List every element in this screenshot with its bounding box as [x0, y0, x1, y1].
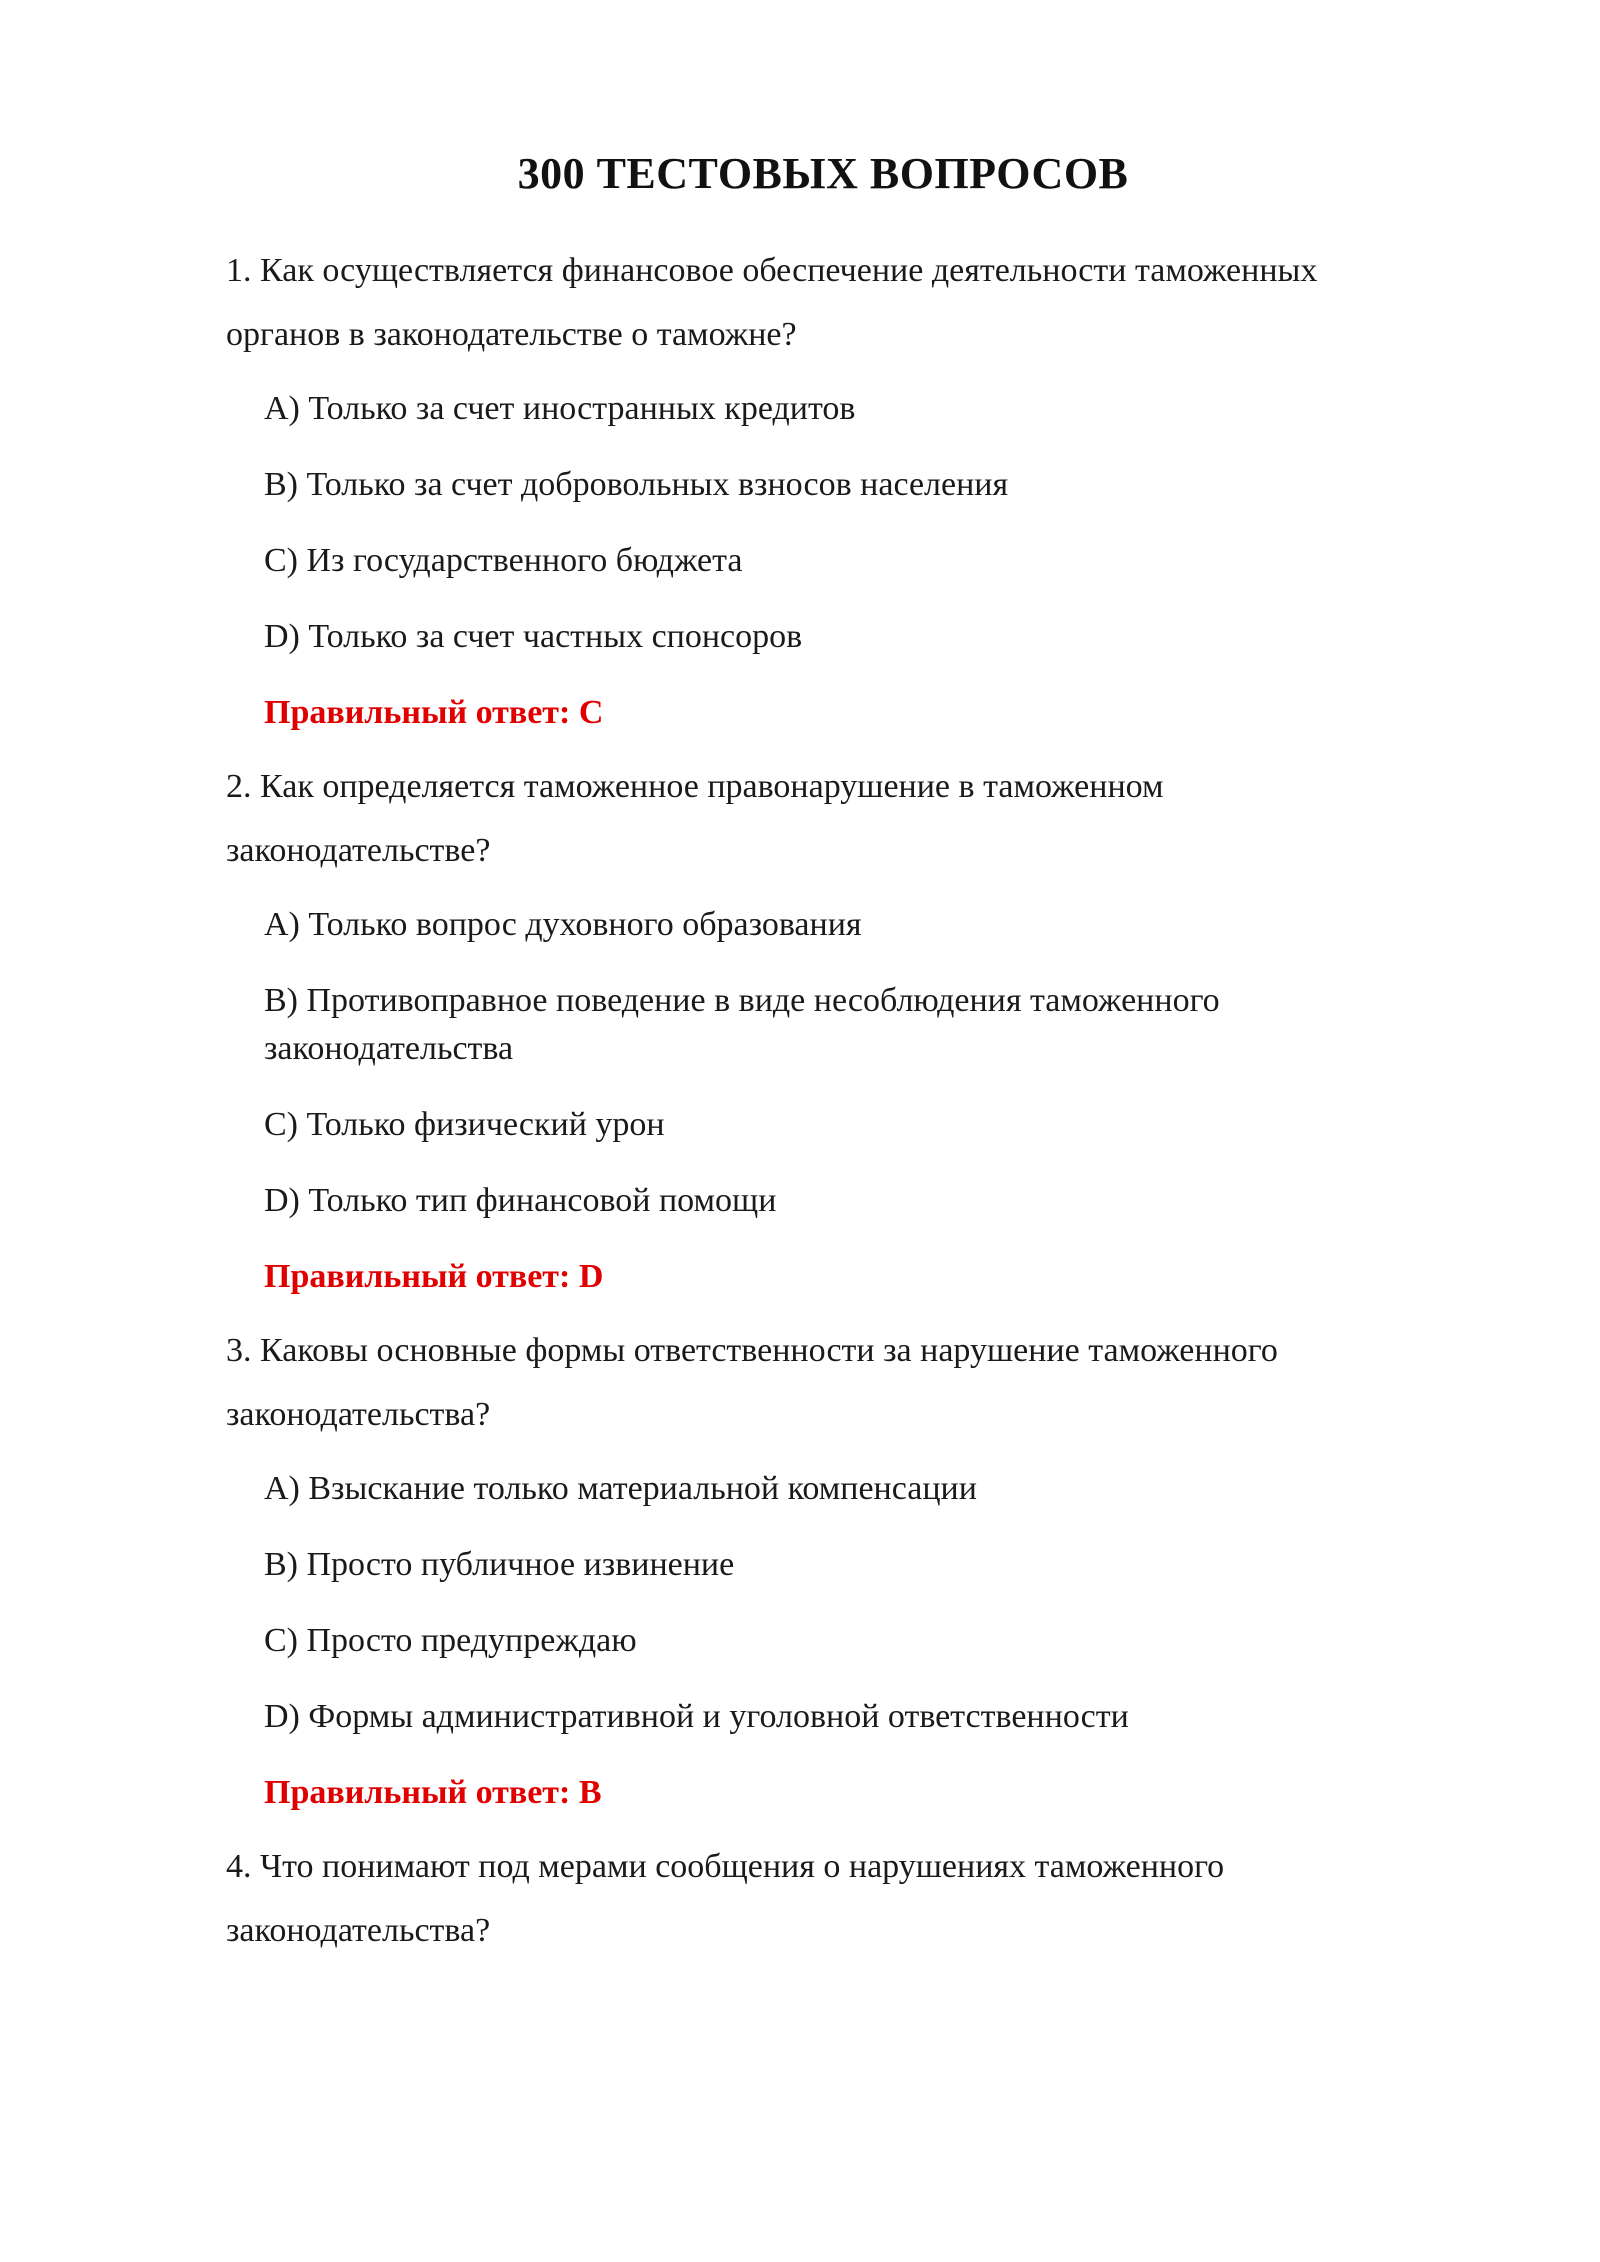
question-block-3 [226, 1319, 1420, 1817]
option-d: D) Только тип финансовой помощи [264, 1182, 777, 1219]
option-b: B) Просто публичное извинение [264, 1546, 735, 1583]
correct-answer: Правильный ответ: C [264, 694, 604, 731]
options-list [226, 385, 1420, 661]
question-text: 3. Каковы основные формы ответственности за нарушение таможенного законодательства? [226, 1332, 1278, 1433]
option-c: C) Из государственного бюджета [264, 542, 743, 579]
question-block-4 [226, 1835, 1420, 1963]
option-d: D) Формы административной и уголовной ответственности [264, 1698, 1129, 1735]
options-list [226, 1465, 1420, 1741]
correct-answer: Правильный ответ: B [264, 1774, 602, 1811]
question-text: 1. Как осуществляется финансовое обеспечение деятельности таможенных органов в законодательстве о таможне? [226, 252, 1318, 353]
option-a: A) Взыскание только материальной компенсации [264, 1470, 977, 1507]
option-d: D) Только за счет частных спонсоров [264, 618, 803, 655]
question-text: 4. Что понимают под мерами сообщения о нарушениях таможенного законодательства? [226, 1848, 1225, 1949]
question-block-1 [226, 239, 1420, 737]
option-c: C) Просто предупреждаю [264, 1622, 637, 1659]
question-text: 2. Как определяется таможенное правонарушение в таможенном законодательстве? [226, 768, 1164, 869]
option-b: B) Противоправное поведение в виде несоблюдения таможенного законодательства [264, 982, 1220, 1067]
option-b: B) Только за счет добровольных взносов населения [264, 466, 1009, 503]
option-a: A) Только вопрос духовного образования [264, 906, 862, 943]
document-title: 300 ТЕСТОВЫХ ВОПРОСОВ [517, 149, 1129, 198]
option-c: C) Только физический урон [264, 1106, 665, 1143]
option-a: A) Только за счет иностранных кредитов [264, 390, 856, 427]
correct-answer: Правильный ответ: D [264, 1258, 604, 1295]
options-list [226, 901, 1420, 1225]
question-block-2 [226, 755, 1420, 1301]
